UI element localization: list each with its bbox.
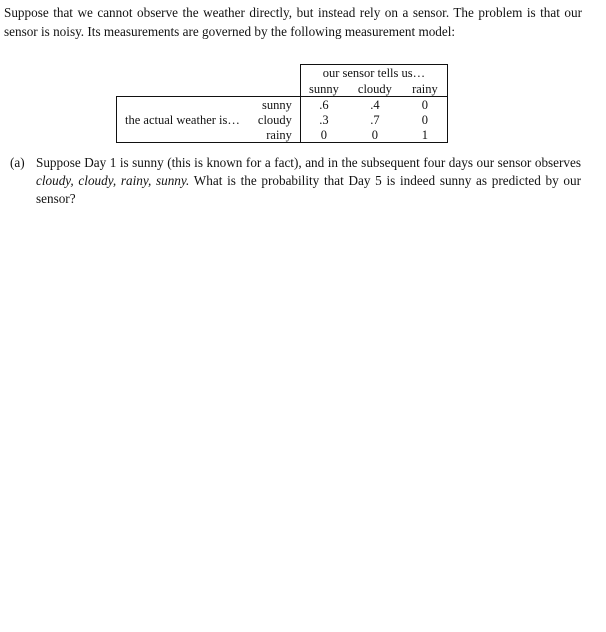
table-cell: 0 (300, 127, 347, 143)
table-cell: 0 (347, 127, 403, 143)
column-group-label: our sensor tells us… (300, 65, 447, 82)
measurement-model-table (116, 64, 448, 143)
question-text (36, 154, 581, 208)
question-a (10, 154, 581, 208)
table-column-header-row (117, 81, 448, 97)
column-header: rainy (403, 81, 448, 97)
table-cell: .7 (370, 112, 380, 127)
question-text-after: What is the probability that Day 5 is indeed sunny as predicted by our sensor? (36, 173, 582, 206)
row-group-label: the actual weather is… (117, 97, 258, 143)
table-header-group-row (117, 65, 448, 82)
table-cell: .4 (347, 97, 403, 113)
table-cell: .3 (300, 112, 347, 127)
table-cell: 0 (403, 97, 448, 113)
question-label: (a) (10, 155, 25, 170)
column-header: sunny (300, 81, 347, 97)
table-row (117, 97, 448, 113)
question-text-before: Suppose Day 1 is sunny (this is known for a fact), and in the subsequent four days our sensor observes (36, 155, 581, 170)
row-header: rainy (258, 127, 301, 143)
row-header: sunny (258, 97, 301, 113)
intro-paragraph: Suppose that we cannot observe the weather directly, but instead rely on a sensor. The problem is that our sensor is noisy. Its measurements are governed by the following measurement model: (4, 5, 582, 39)
table-cell: .6 (300, 97, 347, 113)
question-observations: cloudy, cloudy, rainy, sunny. (36, 173, 190, 188)
row-header: cloudy (257, 112, 292, 127)
column-header: cloudy (347, 81, 403, 97)
table-cell: 1 (403, 127, 448, 143)
table-cell: 0 (403, 112, 448, 127)
